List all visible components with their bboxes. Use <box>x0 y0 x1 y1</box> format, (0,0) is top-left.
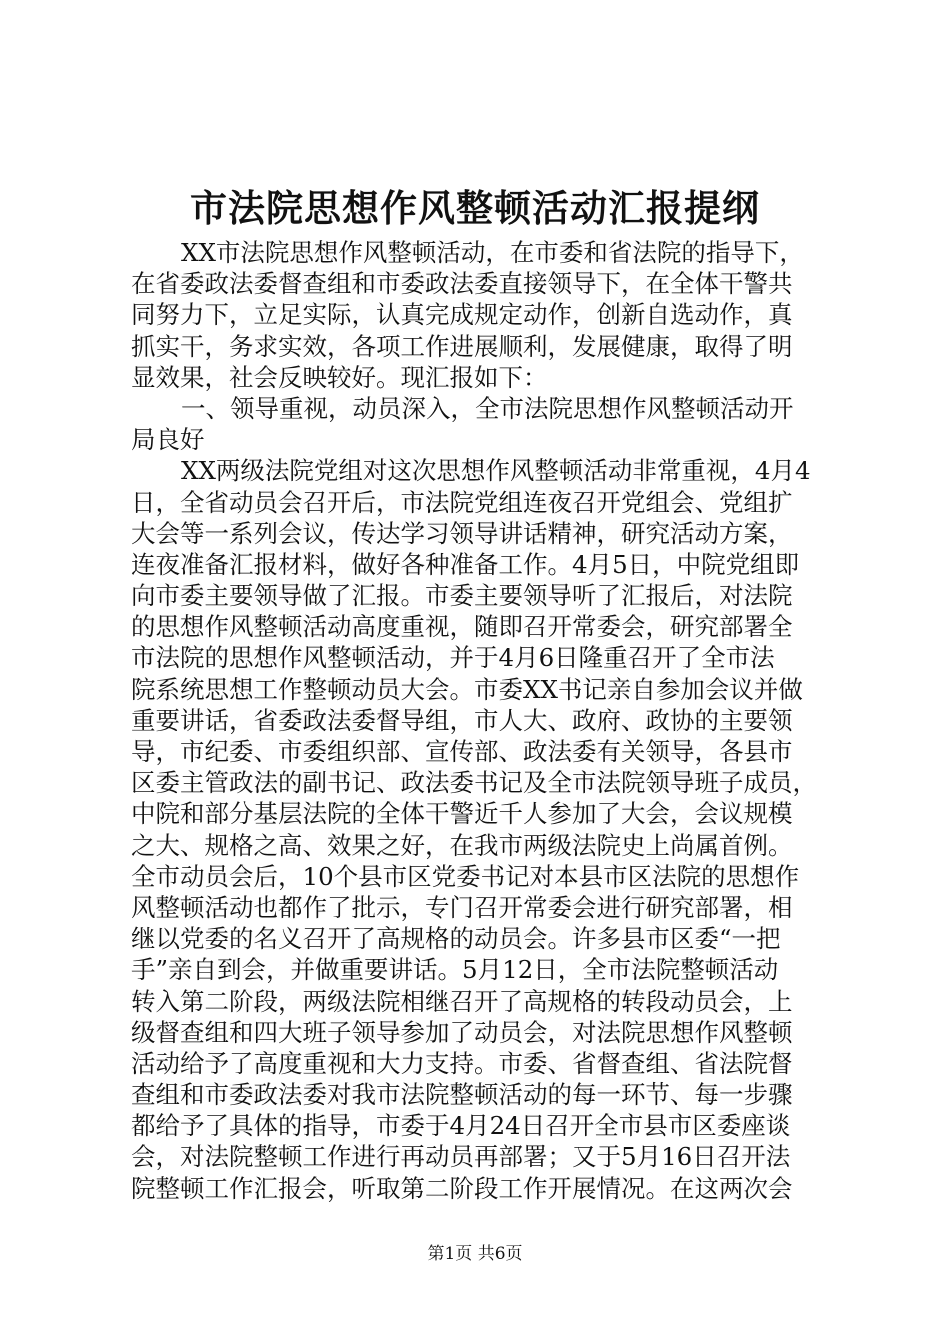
body-line: 院系统思想工作整顿动员大会。市委XX书记亲自参加会议并做 <box>131 674 803 704</box>
document-body <box>131 237 831 1204</box>
body-line: 向市委主要领导做了汇报。市委主要领导听了汇报后，对法院 <box>131 581 793 611</box>
body-line: 全市动员会后，10个县市区党委书记对本县市区法院的思想作 <box>131 861 800 891</box>
body-line: 院整顿工作汇报会，听取第二阶段工作开展情况。在这两次会 <box>131 1173 793 1203</box>
body-line: 导，市纪委、市委组织部、宣传部、政法委有关领导，各县市 <box>131 737 793 766</box>
page-footer: 第1页 共6页 <box>427 1244 523 1264</box>
body-line: 风整顿活动也都作了批示，专门召开常委会进行研究部署，相 <box>131 892 793 922</box>
body-line: 查组和市委政法委对我市法院整顿活动的每一环节、每一步骤 <box>131 1080 793 1110</box>
body-line: 转入第二阶段，两级法院相继召开了高规格的转段动员会，上 <box>131 986 793 1016</box>
body-line: 区委主管政法的副书记、政法委书记及全市法院领导班子成员， <box>131 768 817 798</box>
body-line: 重要讲话，省委政法委督导组，市人大、政府、政协的主要领 <box>131 705 793 735</box>
body-line: 市法院的思想作风整顿活动，并于4月6日隆重召开了全市法 <box>131 643 775 673</box>
body-line: XX市法院思想作风整顿活动，在市委和省法院的指导下， <box>181 238 804 267</box>
body-line: 日，全省动员会召开后，市法院党组连夜召开党组会、党组扩 <box>131 487 793 517</box>
body-line: 手”亲自到会，并做重要讲话。5月12日，全市法院整顿活动 <box>131 955 779 985</box>
body-line: 连夜准备汇报材料，做好各种准备工作。4月5日，中院党组即 <box>131 549 800 579</box>
body-line: 级督查组和四大班子领导参加了动员会，对法院思想作风整顿 <box>131 1017 793 1047</box>
body-line: 同努力下，立足实际，认真完成规定动作，创新自选动作，真 <box>131 300 793 330</box>
section-heading-line: 一、领导重视，动员深入，全市法院思想作风整顿活动开 <box>181 393 794 423</box>
body-line: 会，对法院整顿工作进行再动员再部署；又于5月16日召开法 <box>131 1142 791 1172</box>
body-line: 的思想作风整顿活动高度重视，随即召开常委会，研究部署全 <box>131 612 793 642</box>
body-line: 都给予了具体的指导，市委于4月24日召开全市县市区委座谈 <box>131 1111 791 1141</box>
body-line: 在省委政法委督查组和市委政法委直接领导下，在全体干警共 <box>131 269 793 299</box>
body-line: XX两级法院党组对这次思想作风整顿活动非常重视，4月4 <box>181 456 811 486</box>
body-line: 中院和部分基层法院的全体干警近千人参加了大会，会议规模 <box>131 799 793 829</box>
body-line: 抓实干，务求实效，各项工作进展顺利，发展健康，取得了明 <box>131 331 793 361</box>
body-line: 大会等一系列会议，传达学习领导讲话精神，研究活动方案， <box>131 518 793 548</box>
body-line: 显效果，社会反映较好。现汇报如下： <box>131 362 548 392</box>
body-line: 之大、规格之高、效果之好，在我市两级法院史上尚属首例。 <box>131 830 793 860</box>
body-line: 继以党委的名义召开了高规格的动员会。许多县市区委“一把 <box>131 924 781 954</box>
document-title: 市法院思想作风整顿活动汇报提纲 <box>190 186 760 230</box>
body-line: 活动给予了高度重视和大力支持。市委、省督查组、省法院督 <box>131 1048 793 1078</box>
section-heading-line: 局良好 <box>131 425 205 455</box>
